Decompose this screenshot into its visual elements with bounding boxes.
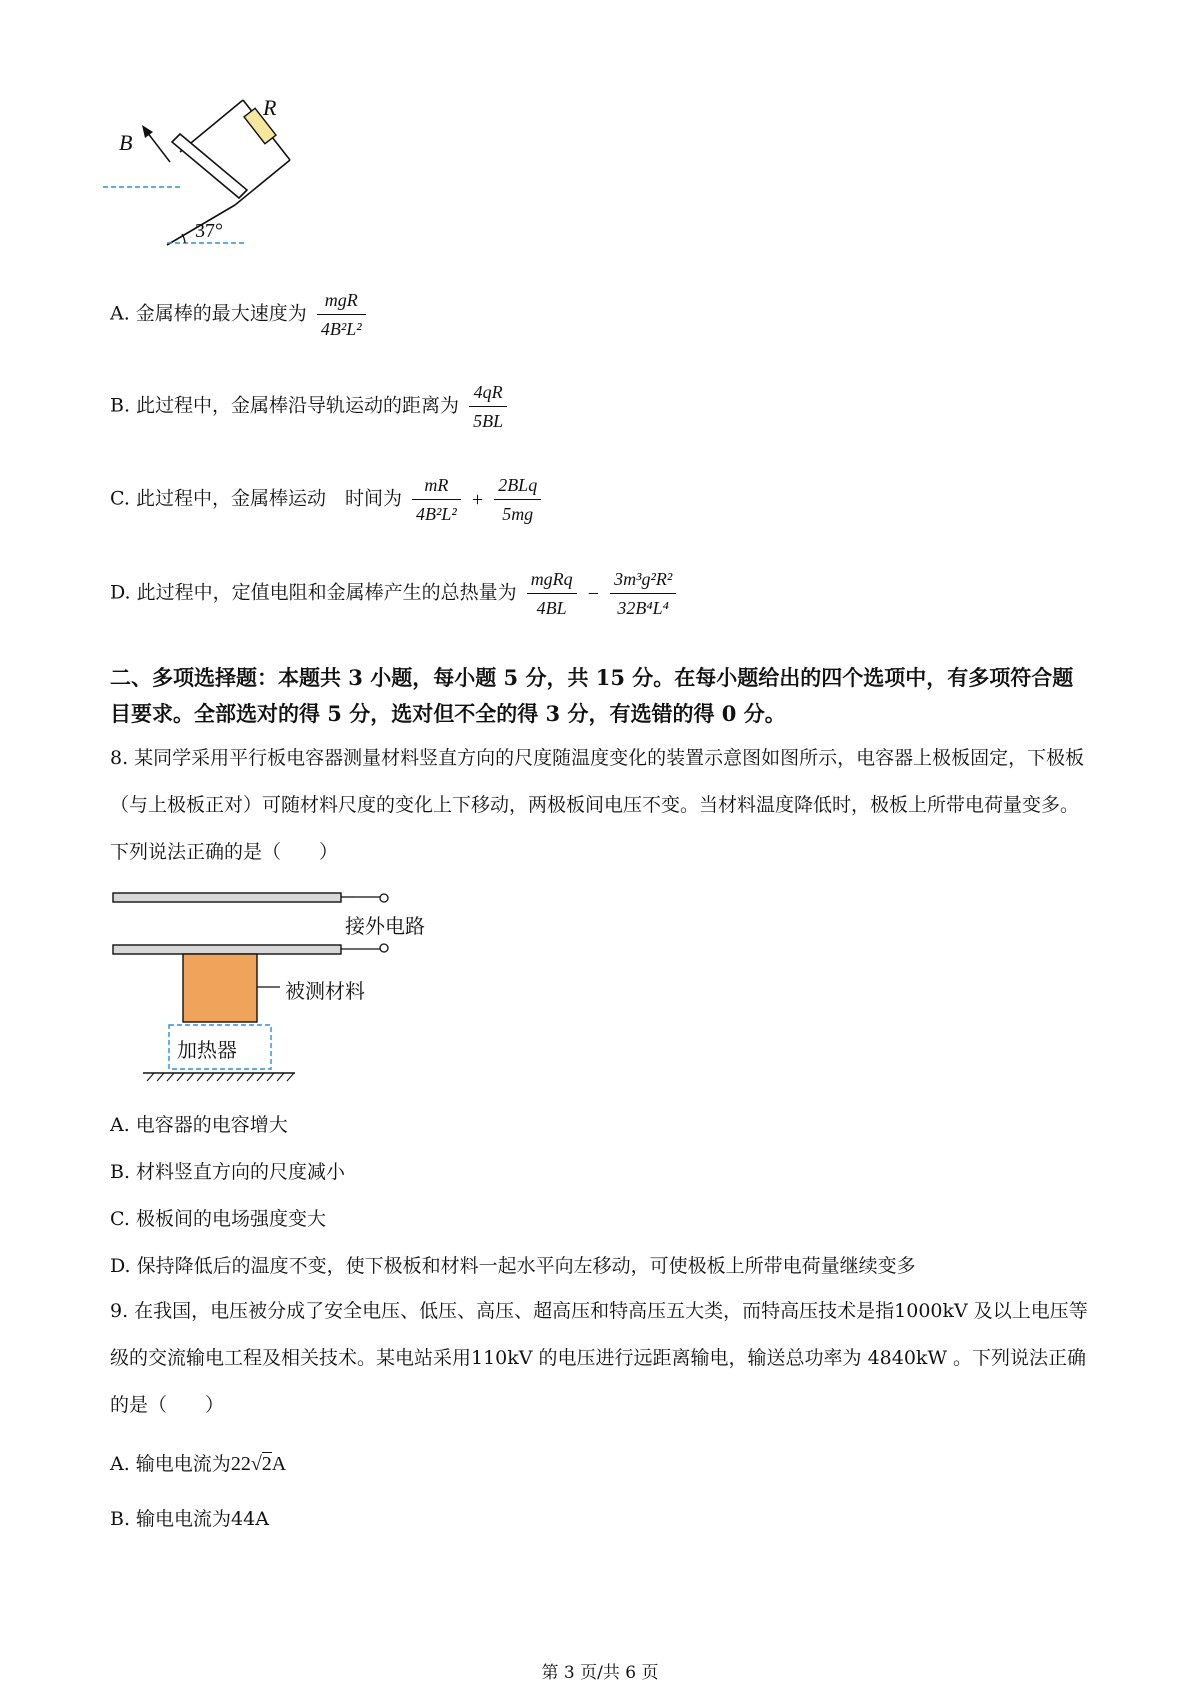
numerator: mgRq: [527, 567, 577, 594]
q8-option-d: D. 保持降低后的温度不变，使下极板和材料一起水平向左移动，可使极板上所带电荷量继续变多: [110, 1255, 916, 1277]
q7-option-d: [110, 567, 680, 620]
q7-option-c: [110, 473, 545, 526]
current-value: 22: [230, 1453, 251, 1475]
fraction: [527, 567, 577, 620]
denominator: 4B²L²: [416, 504, 457, 524]
label-B: B: [119, 130, 133, 155]
fraction: [469, 380, 507, 433]
q8-option-a: A. 电容器的电容增大: [110, 1114, 288, 1136]
denominator: 5mg: [502, 504, 534, 524]
option-text: A. 输电电流为: [110, 1453, 231, 1475]
page-number: 第 3 页/共 6 页: [541, 1663, 659, 1683]
q9-option-b: B. 输电电流为44A: [110, 1508, 269, 1530]
option-text: A. 金属棒的最大速度为: [110, 302, 307, 325]
q9-option-a: [110, 1452, 286, 1476]
option-text: C. 此过程中，金属棒运动 时间为: [110, 487, 402, 510]
label-material: 被测材料: [285, 979, 365, 1003]
label-angle: 37°: [195, 220, 223, 242]
label-external-circuit: 接外电路: [345, 914, 425, 938]
fraction: [412, 473, 461, 526]
denominator: 4BL: [536, 598, 567, 618]
numerator: mR: [412, 473, 461, 500]
incline-figure: [95, 90, 335, 270]
q8-stem: 8. 某同学采用平行板电容器测量材料竖直方向的尺度随温度变化的装置示意图如图所示，电容器上极板固定，下极板（与上极板正对）可随材料尺度的变化上下移动，两极板间电压不变。当材料温度降低时，极板上所带电荷量变多。下列说法正确的是（ ）: [110, 747, 1085, 863]
current-unit: A: [271, 1453, 287, 1475]
label-R: R: [263, 95, 277, 120]
q7-option-a: [110, 288, 370, 341]
option-text: B. 此过程中，金属棒沿导轨运动的距离为: [110, 394, 460, 417]
fraction: [610, 567, 676, 620]
label-heater: 加热器: [177, 1038, 237, 1062]
fraction: [317, 288, 366, 341]
q8-option-b: B. 材料竖直方向的尺度减小: [110, 1161, 346, 1183]
sqrt-sign: √: [250, 1453, 262, 1475]
q7-option-b: [110, 380, 511, 433]
plus-sign: +: [471, 488, 484, 511]
denominator: 32B⁴L⁴: [617, 598, 669, 618]
minus-sign: −: [587, 582, 600, 605]
q8-option-c: C. 极板间的电场强度变大: [110, 1208, 326, 1230]
numerator: 2BLq: [494, 473, 541, 500]
denominator: 5BL: [473, 411, 504, 431]
numerator: 4qR: [469, 380, 507, 407]
sqrt-radicand: 2: [261, 1453, 272, 1475]
denominator: 4B²L²: [320, 319, 362, 339]
fraction: [494, 473, 541, 526]
q9-stem: 9. 在我国，电压被分成了安全电压、低压、高压、超高压和特高压五大类，而特高压技术是指1000kV 及以上电压等级的交流输电工程及相关技术。某电站采用110kV 的电压进行远距离输电，输送总功率为 4840kW 。下列说法正确的是（ ）: [110, 1300, 1088, 1416]
capacitor-figure: [105, 885, 465, 1085]
numerator: 3m³g²R²: [610, 567, 676, 594]
option-text: D. 此过程中，定值电阻和金属棒产生的总热量为: [110, 581, 517, 604]
section-heading: 二、多项选择题：本题共 3 小题，每小题 5 分，共 15 分。在每小题给出的四个选项中，有多项符合题目要求。全部选对的得 5 分，选对但不全的得 3 分，有选错的得 0 分。: [110, 665, 1074, 726]
incline-diagram: [95, 90, 335, 270]
numerator: mgR: [317, 288, 366, 315]
